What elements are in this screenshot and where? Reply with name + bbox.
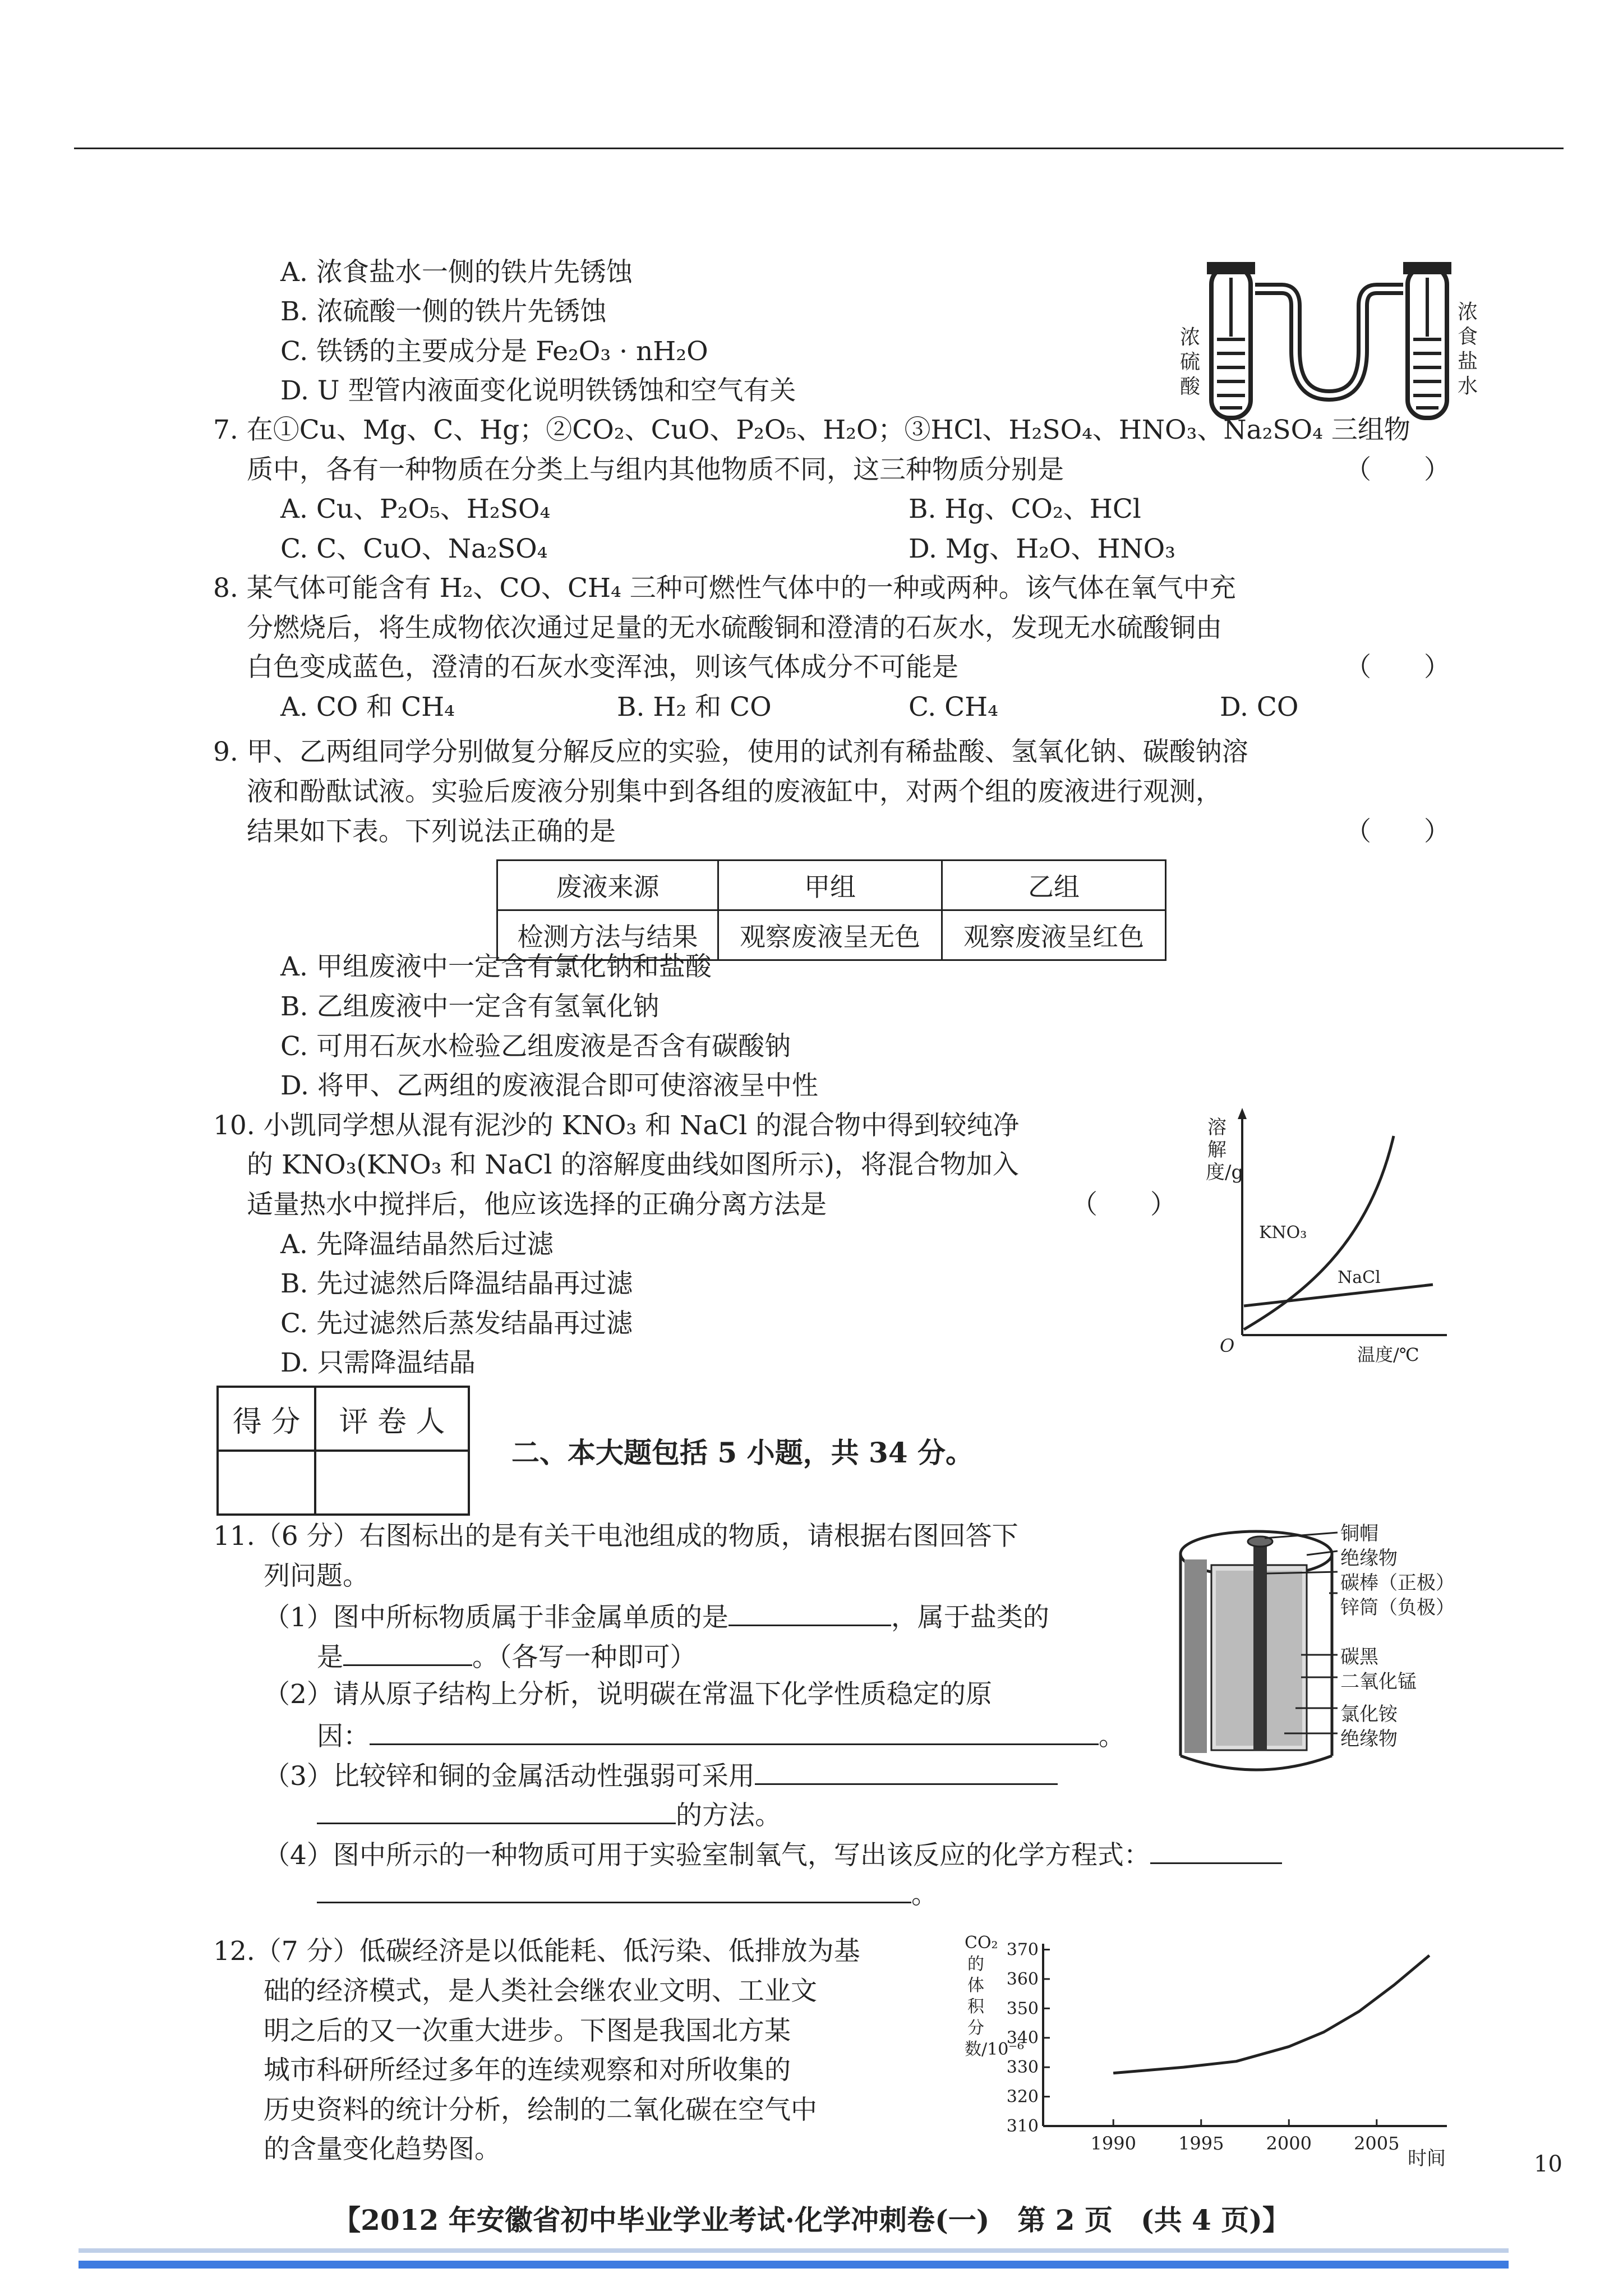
nacl-curve-label: NaCl (1338, 1268, 1381, 1287)
q9-stem-line1: 9. 甲、乙两组同学分别做复分解反应的实验，使用的试剂有稀盐酸、氢氧化钠、碳酸钠溶 (213, 737, 1248, 767)
q9-option-d: D. 将甲、乙两组的废液混合即可使溶液呈中性 (280, 1070, 818, 1101)
q10-answer-bracket: （ ） (1071, 1189, 1177, 1220)
q11-part1-text3: 是 (317, 1642, 343, 1673)
score-table (216, 1386, 470, 1516)
co2-y-tick-label: 370 (1006, 1940, 1039, 1960)
q11-method-blank-1[interactable] (755, 1761, 1058, 1785)
table-row-label: 检测方法与结果 (497, 910, 718, 960)
grader-header: 评 卷 人 (315, 1387, 469, 1451)
table-header-group-a: 甲组 (718, 861, 942, 910)
q7-answer-bracket: （ ） (1345, 454, 1450, 485)
q11-method-blank-2[interactable] (317, 1800, 676, 1824)
q11-part2-text: 因： (317, 1721, 370, 1752)
label-carbon-black: 碳黑 (1340, 1646, 1378, 1668)
u-tube-right-label: 浓食盐水 (1457, 301, 1478, 398)
q7-stem-line2: 质中，各有一种物质在分类上与组内其他物质不同，这三种物质分别是 (247, 454, 1064, 485)
label-carbon-rod: 碳棒（正极） (1340, 1572, 1455, 1594)
q9-stem-line2: 液和酚酞试液。实验后废液分别集中到各组的废液缸中，对两个组的废液进行观测， (247, 776, 1222, 807)
section-2-heading: 二、本大题包括 5 小题，共 34 分。 (511, 1436, 974, 1469)
q12-line5: 历史资料的统计分析，绘制的二氧化碳在空气中 (264, 2095, 817, 2125)
q11-part4-text: （4）图中所示的一种物质可用于实验室制氧气，写出该反应的化学方程式： (264, 1840, 1150, 1871)
co2-plot (965, 1932, 1469, 2174)
q11-part3-cont (317, 1800, 781, 1829)
q11-part1-text4: 。（各写一种即可） (472, 1642, 697, 1673)
solubility-y-label: 溶解度/g (1206, 1116, 1244, 1184)
u-tube-drawing (1161, 255, 1497, 424)
page-footer: 【2012 年安徽省初中毕业学业考试·化学冲刺卷(一) 第 2 页 (共 4 页)】 (333, 2203, 1290, 2237)
q10-option-d: D. 只需降温结晶 (280, 1347, 476, 1378)
q6-option-d: D. U 型管内液面变化说明铁锈蚀和空气有关 (280, 375, 796, 406)
q11-part2-cont (317, 1721, 1125, 1750)
q12-line1: 12.（7 分）低碳经济是以低能耗、低污染、低排放为基 (213, 1936, 860, 1967)
q11-line2: 列问题。 (264, 1561, 369, 1591)
q11-part2: （2）请从原子结构上分析，说明碳在常温下化学性质稳定的原 (264, 1679, 992, 1710)
q11-equation-blank-2[interactable] (317, 1879, 911, 1903)
label-zinc-can: 锌筒（负极） (1340, 1596, 1455, 1619)
q12-line3: 明之后的又一次重大进步。下图是我国北方某 (264, 2016, 791, 2046)
q11-part1 (264, 1602, 1049, 1631)
co2-y-tick-label: 340 (1006, 2028, 1039, 2048)
page-number: 10 (1534, 2151, 1562, 2177)
label-copper-cap: 铜帽 (1340, 1522, 1378, 1545)
q12-line4: 城市科研所经过多年的连续观察和对所收集的 (264, 2055, 791, 2086)
grader-cell (315, 1451, 469, 1515)
table-header-source: 废液来源 (497, 861, 718, 910)
co2-y-axis-label: CO₂的体积分数/10⁻⁶ (965, 1933, 1025, 2059)
label-ammonium-chloride: 氯化铵 (1340, 1703, 1398, 1726)
label-spacer-2 (1340, 1694, 1455, 1702)
q8-answer-bracket: （ ） (1345, 652, 1450, 683)
solubility-graph (1200, 1105, 1453, 1374)
table-cell-group-a: 观察废液呈无色 (718, 910, 942, 960)
q11-part1-cont (317, 1642, 697, 1671)
q7-option-b: B. Hg、CO₂、HCl (909, 494, 1141, 524)
q7-option-c: C. C、CuO、Na₂SO₄ (280, 533, 548, 564)
co2-x-tick-label: 2000 (1266, 2133, 1312, 2154)
q6-option-a: A. 浓食盐水一侧的铁片先锈蚀 (280, 257, 633, 288)
co2-y-tick-label: 360 (1006, 1969, 1039, 1989)
q8-option-b: B. H₂ 和 CO (617, 692, 772, 723)
q9-option-c: C. 可用石灰水检验乙组废液是否含有碳酸钠 (280, 1031, 791, 1062)
graph-origin-label: O (1220, 1335, 1235, 1356)
q8-stem-line3: 白色变成蓝色，澄清的石灰水变浑浊，则该气体成分不可能是 (247, 652, 958, 683)
q11-line1: 11.（6 分）右图标出的是有关干电池组成的物质，请根据右图回答下 (213, 1521, 1018, 1552)
q10-option-c: C. 先过滤然后蒸发结晶再过滤 (280, 1308, 633, 1339)
q10-option-b: B. 先过滤然后降温结晶再过滤 (280, 1268, 633, 1299)
q11-part1-text: （1）图中所标物质属于非金属单质的是 (264, 1602, 728, 1633)
q11-part3-text2: 的方法。 (676, 1800, 781, 1831)
q8-option-a: A. CO 和 CH₄ (280, 692, 455, 723)
solubility-curves (1200, 1105, 1453, 1374)
co2-data-point (1183, 2067, 1184, 2068)
q12-line6: 的含量变化趋势图。 (264, 2134, 501, 2165)
label-insulator-top: 绝缘物 (1340, 1547, 1398, 1570)
co2-data-point (1236, 2061, 1237, 2062)
co2-x-tick-label: 2005 (1354, 2133, 1400, 2154)
q11-part1-text2: ，属于盐类的 (891, 1602, 1049, 1633)
q10-option-a: A. 先降温结晶然后过滤 (280, 1229, 554, 1260)
header-rule (74, 148, 1564, 149)
q11-salt-blank[interactable] (343, 1642, 472, 1666)
q11-part3 (264, 1761, 1058, 1792)
q6-option-b: B. 浓硫酸一侧的铁片先锈蚀 (280, 296, 607, 327)
co2-x-tick-label: 1995 (1178, 2133, 1224, 2154)
label-spacer (1340, 1620, 1455, 1645)
q10-stem-line2: 的 KNO₃(KNO₃ 和 NaCl 的溶解度曲线如图所示)，将混合物加入 (247, 1149, 1019, 1180)
table-cell-group-b: 观察废液呈红色 (942, 910, 1166, 960)
q9-option-a: A. 甲组废液中一定含有氯化钠和盐酸 (280, 951, 712, 982)
label-insulator-bottom: 绝缘物 (1340, 1728, 1398, 1750)
q6-option-c: C. 铁锈的主要成分是 Fe₂O₃ · nH₂O (280, 336, 708, 367)
u-tube-left-label: 浓硫酸 (1179, 326, 1200, 398)
q11-part4 (264, 1840, 1282, 1869)
q11-nonmetal-blank[interactable] (728, 1602, 891, 1626)
co2-y-tick-label: 310 (1006, 2116, 1039, 2136)
q11-part4-cont (317, 1879, 938, 1908)
waste-liquid-table (496, 859, 1166, 961)
q9-answer-bracket: （ ） (1345, 816, 1450, 847)
q7-option-d: D. Mg、H₂O、HNO₃ (909, 533, 1175, 564)
score-cell (218, 1451, 315, 1515)
table-header-group-b: 乙组 (942, 861, 1166, 910)
co2-y-tick-label: 320 (1006, 2087, 1039, 2107)
q11-part2-end: 。 (1099, 1721, 1125, 1752)
co2-y-tick-label: 330 (1006, 2058, 1039, 2078)
co2-chart (965, 1932, 1469, 2174)
q9-stem-line3: 结果如下表。下列说法正确的是 (247, 816, 616, 847)
q7-stem-line1: 7. 在①Cu、Mg、C、Hg；②CO₂、CuO、P₂O₅、H₂O；③HCl、H₂SO₄、HNO₃、Na₂SO₄ 三组物 (213, 415, 1410, 445)
footer-bar-light (79, 2248, 1509, 2253)
co2-series-line (1113, 1955, 1429, 2073)
solubility-x-label: 温度/℃ (1357, 1344, 1419, 1365)
q8-option-d: D. CO (1220, 692, 1299, 723)
q9-option-b: B. 乙组废液中一定含有氢氧化钠 (280, 991, 660, 1022)
q11-equation-blank-1[interactable] (1150, 1840, 1282, 1864)
u-tube-figure (1161, 255, 1497, 424)
label-manganese-dioxide: 二氧化锰 (1340, 1671, 1417, 1693)
q11-part4-end: 。 (911, 1879, 938, 1910)
q12-line2: 础的经济模式，是人类社会继农业文明、工业文 (264, 1976, 817, 2007)
q11-reason-blank[interactable] (370, 1721, 1099, 1745)
q11-part3-text: （3）比较锌和铜的金属活动性强弱可采用 (264, 1761, 755, 1792)
score-header: 得 分 (218, 1387, 315, 1451)
q8-option-c: C. CH₄ (909, 692, 998, 723)
kno3-curve-label: KNO₃ (1259, 1223, 1307, 1243)
q10-stem-line1: 10. 小凯同学想从混有泥沙的 KNO₃ 和 NaCl 的混合物中得到较纯净 (213, 1110, 1020, 1141)
co2-y-tick-label: 350 (1006, 1999, 1039, 2019)
co2-x-axis-label: 时间 (1408, 2147, 1446, 2170)
co2-x-tick-label: 1990 (1090, 2133, 1136, 2154)
footer-bar-blue (79, 2261, 1509, 2269)
q10-stem-line3: 适量热水中搅拌后，他应该选择的正确分离方法是 (247, 1189, 827, 1220)
battery-labels (1340, 1521, 1455, 1751)
battery-figure (1172, 1520, 1486, 1784)
q8-stem-line2: 分燃烧后，将生成物依次通过足量的无水硫酸铜和澄清的石灰水，发现无水硫酸铜由 (247, 613, 1222, 643)
q7-option-a: A. Cu、P₂O₅、H₂SO₄ (280, 494, 551, 524)
q8-stem-line1: 8. 某气体可能含有 H₂、CO、CH₄ 三种可燃性气体中的一种或两种。该气体在氧气中充 (213, 573, 1236, 604)
